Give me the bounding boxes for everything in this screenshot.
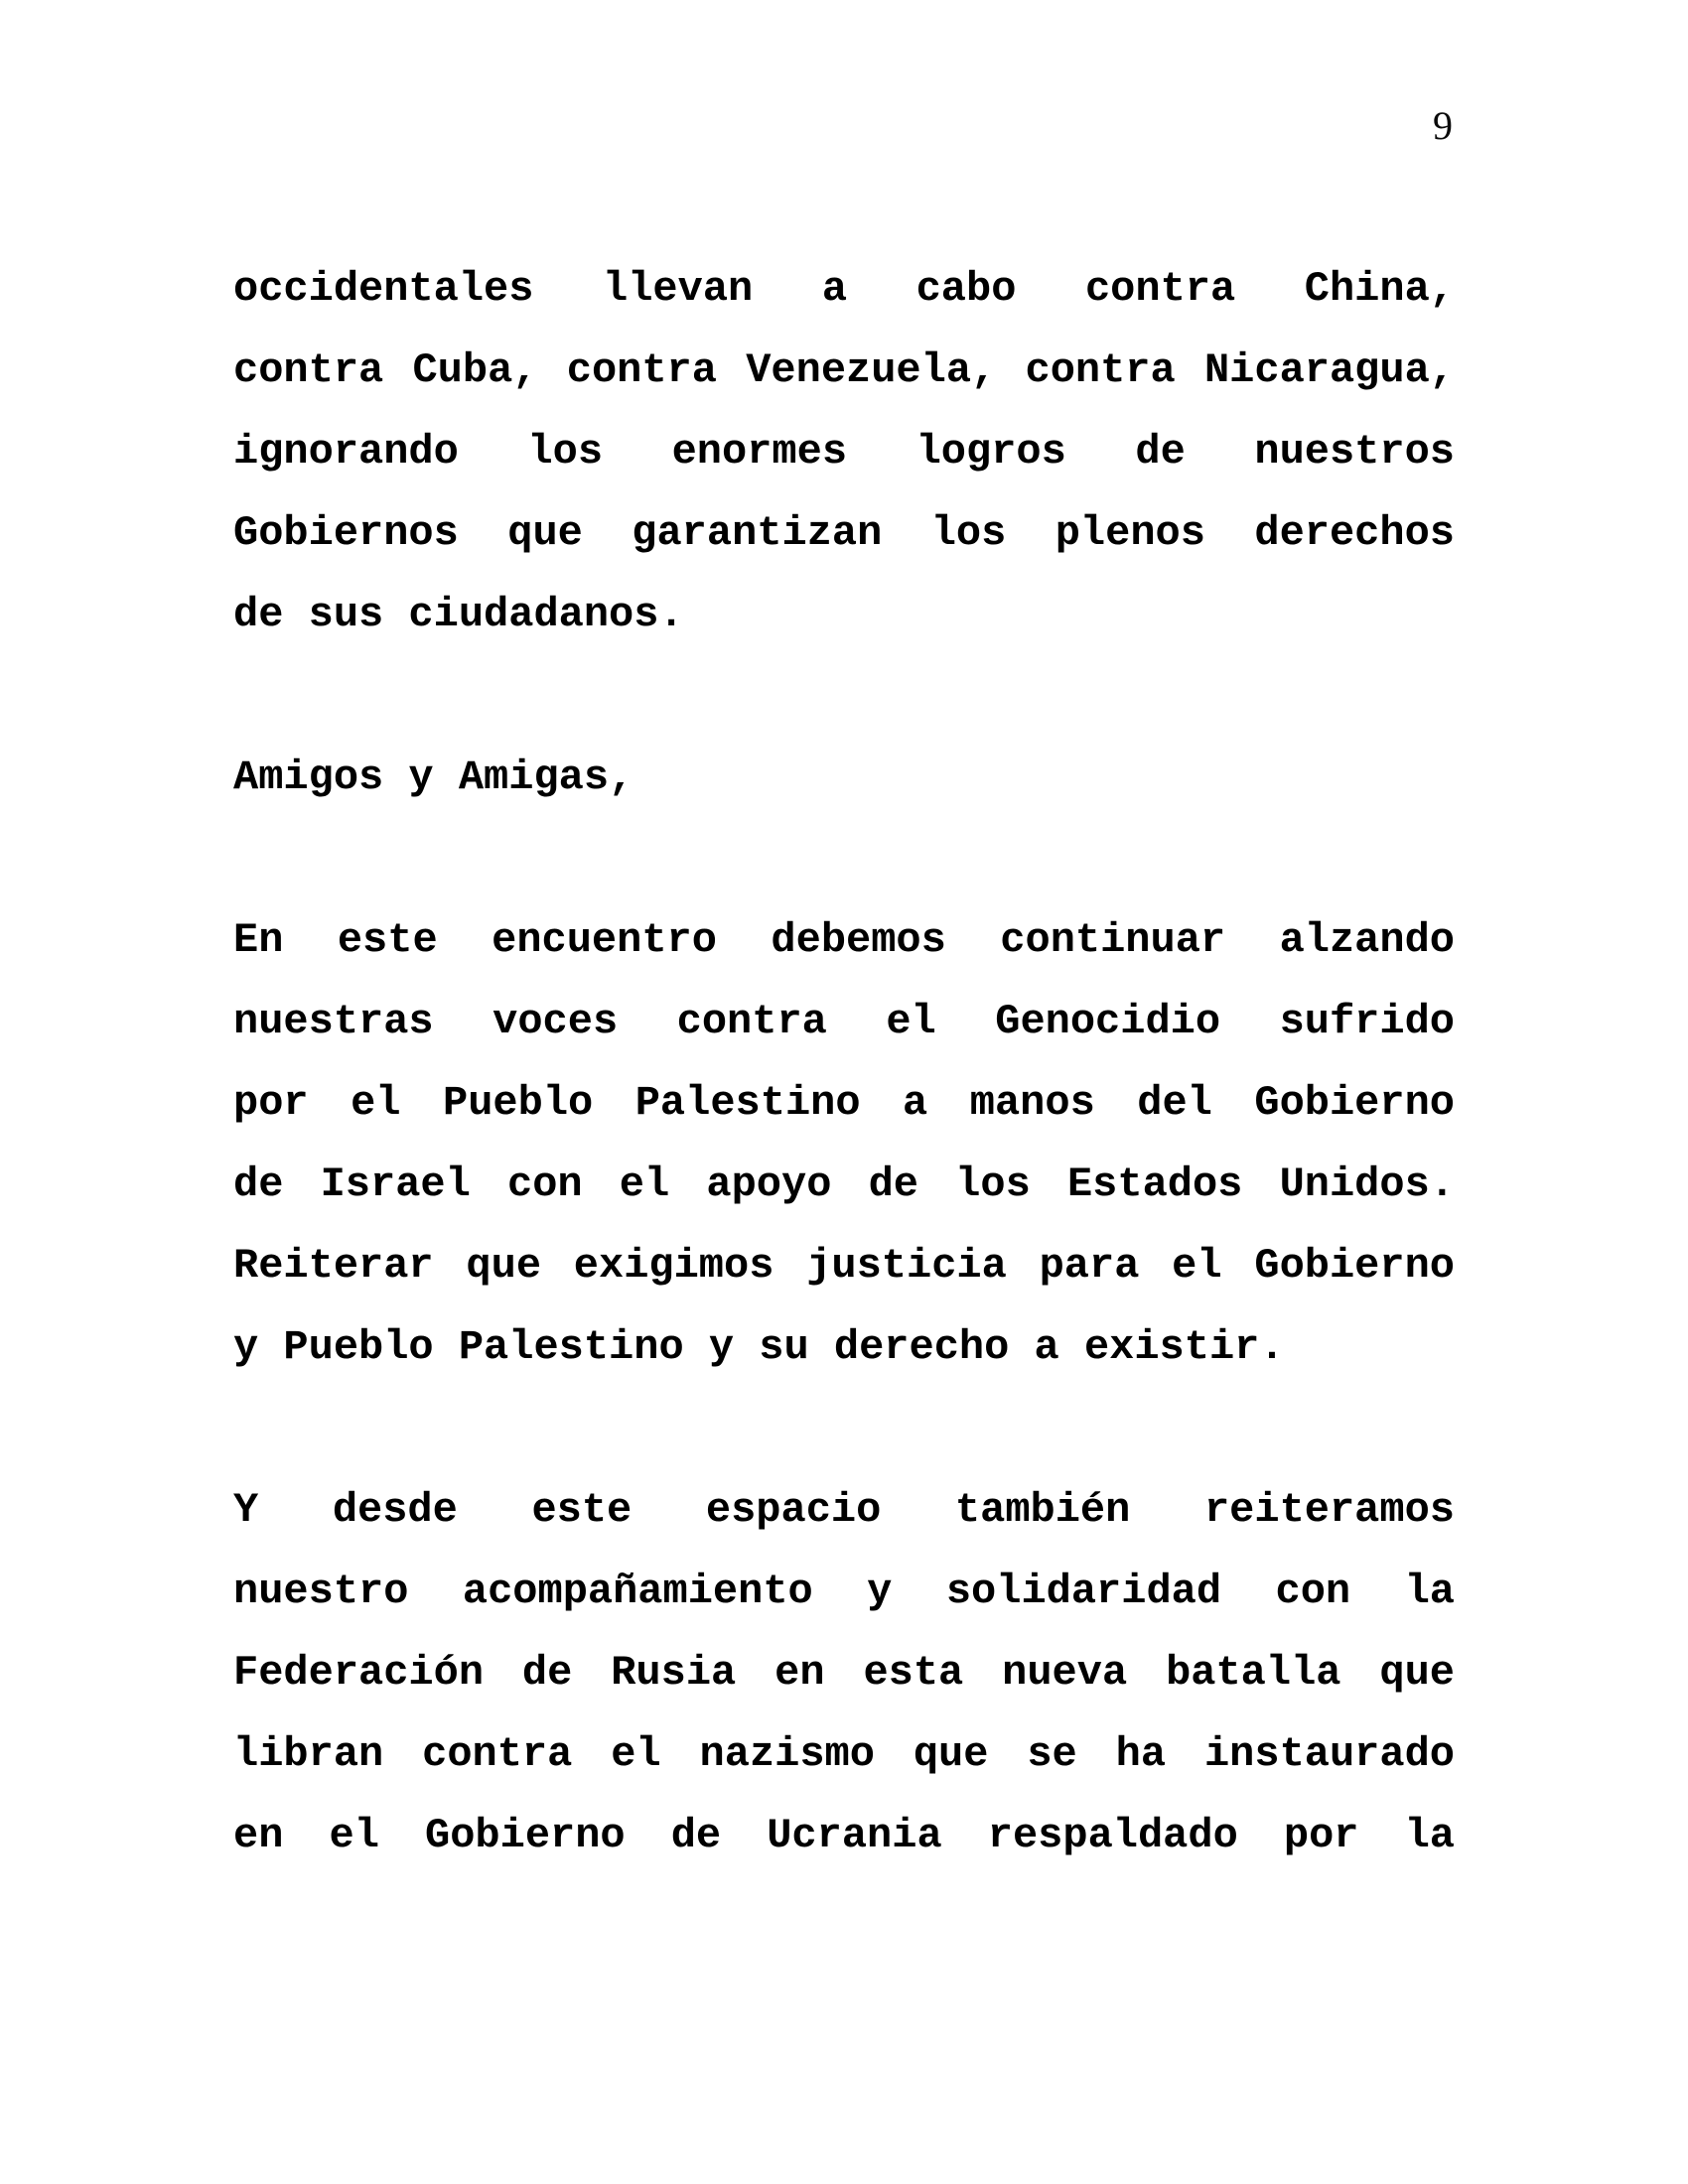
paragraph: [233, 899, 1455, 1388]
text-line: de Israel con el apoyo de los Estados Unidos.: [233, 1160, 1455, 1208]
text-line: contra Cuba, contra Venezuela, contra Nicaragua,: [233, 346, 1455, 394]
paragraph: [233, 1469, 1455, 1876]
text-line: ignorando los enormes logros de nuestros: [233, 428, 1455, 476]
page-number: 9: [1433, 103, 1453, 148]
text-line: libran contra el nazismo que se ha instaurado: [233, 1730, 1455, 1778]
text-line: Y desde este espacio también reiteramos: [233, 1486, 1455, 1534]
text-line: Gobiernos que garantizan los plenos derechos: [233, 509, 1455, 557]
document-body: [233, 248, 1455, 1876]
paragraph: [233, 737, 1455, 818]
text-line: nuestras voces contra el Genocidio sufrido: [233, 998, 1455, 1045]
text-line: nuestro acompañamiento y solidaridad con la: [233, 1568, 1455, 1615]
text-line: por el Pueblo Palestino a manos del Gobierno: [233, 1079, 1455, 1127]
text-line: Amigos y Amigas,: [233, 753, 634, 801]
text-line: de sus ciudadanos.: [233, 591, 684, 638]
text-line: occidentales llevan a cabo contra China,: [233, 265, 1455, 313]
text-line: en el Gobierno de Ucrania respaldado por la: [233, 1812, 1455, 1859]
text-line: En este encuentro debemos continuar alzando: [233, 916, 1455, 964]
text-line: y Pueblo Palestino y su derecho a existir.: [233, 1323, 1285, 1371]
text-line: Federación de Rusia en esta nueva batalla que: [233, 1649, 1455, 1697]
paragraph: [233, 248, 1455, 655]
text-line: Reiterar que exigimos justicia para el Gobierno: [233, 1242, 1455, 1290]
